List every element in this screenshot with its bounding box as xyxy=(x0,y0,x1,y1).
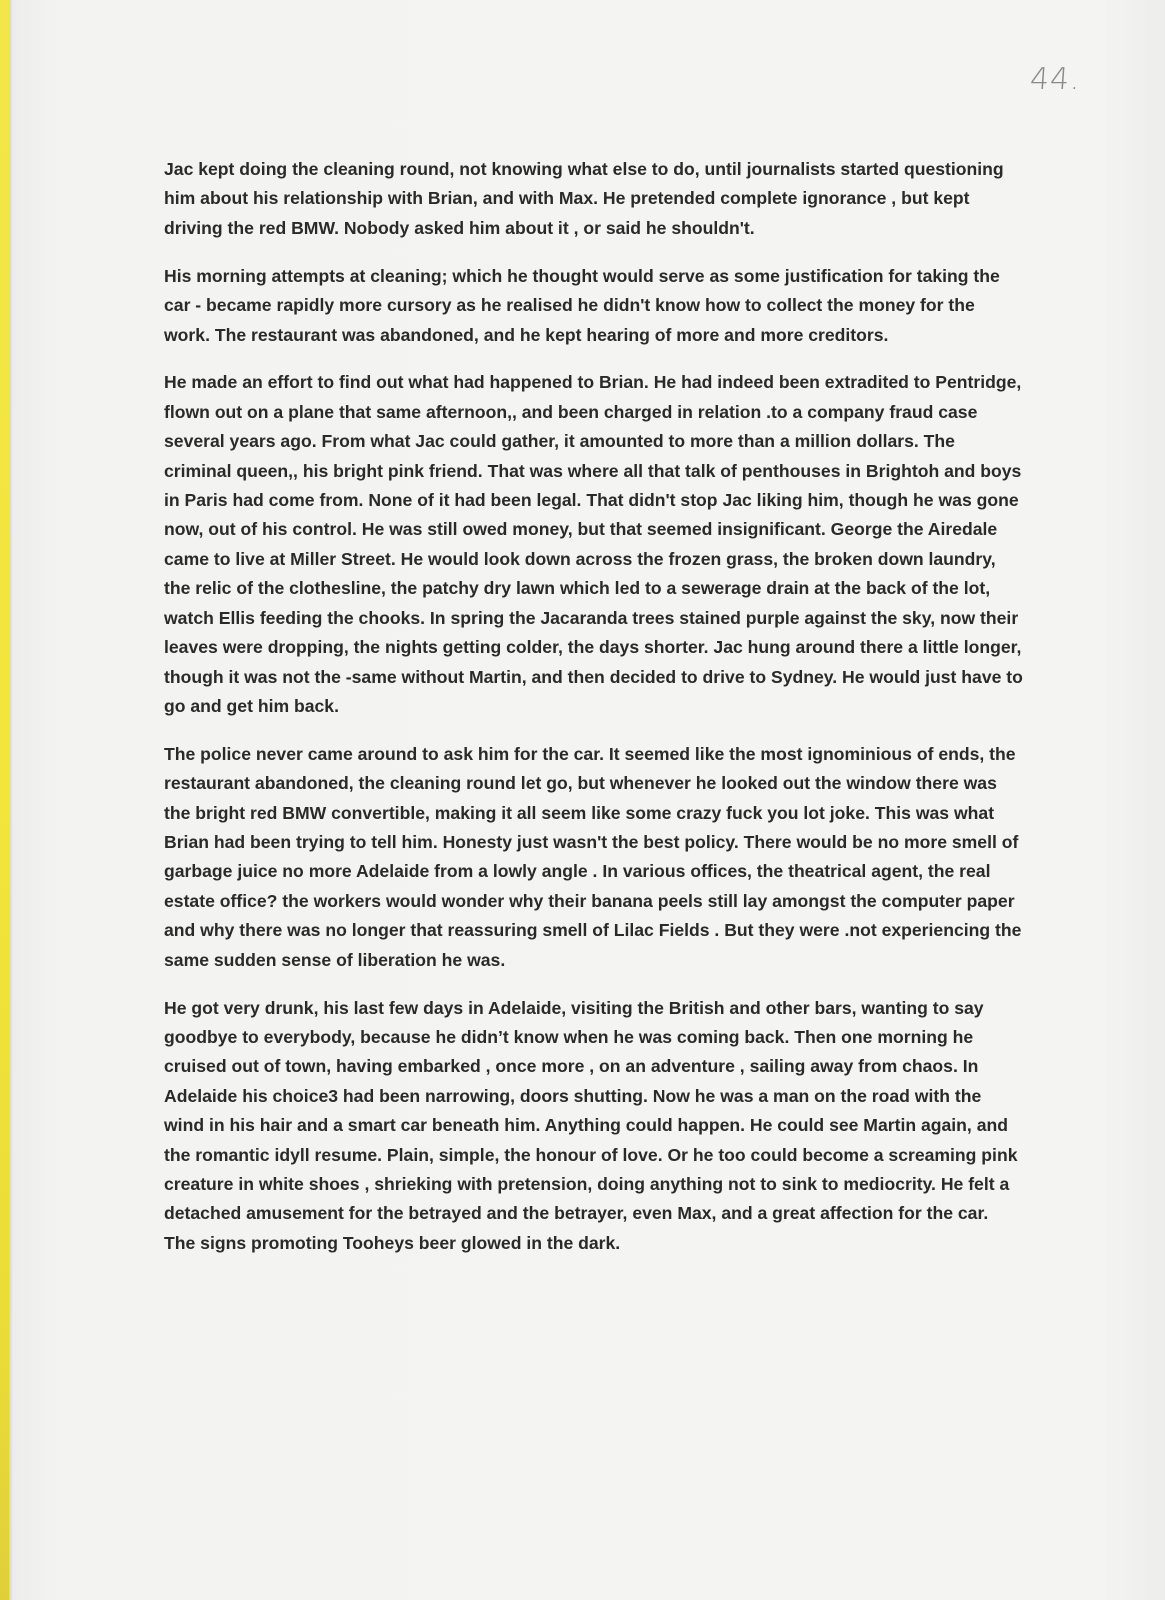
edge-shadow xyxy=(9,0,13,1600)
yellow-page-edge xyxy=(0,0,9,1600)
paragraph-3: He made an effort to find out what had happened to Brian. He had indeed been extradited to Pentridge, flown out on a plane that same afternoon,, and been charged in relation .to a company fraud case several years ago. From what Jac could gather, it amounted to more than a million dollars. The criminal queen,, his bright pink friend. That was where all that talk of penthouses in Brightoh and boys in Paris had come from. None of it had been legal. That didn't stop Jac liking him, though he was gone now, out of his control. He was still owed money, but that seemed insignificant. George the Airedale came to live at Miller Street. He would look down across the frozen grass, the broken down laundry, the relic of the clothesline, the patchy dry lawn which led to a sewerage drain at the back of the lot, watch Ellis feeding the chooks. In spring the Jacaranda trees stained purple against the sky, now their leaves were dropping, the nights getting colder, the days shorter. Jac hung around there a little longer, though it was not the -same without Martin, and then decided to drive to Sydney. He would just have to go and get him back. xyxy=(164,372,1023,716)
handwritten-page-number: 44. xyxy=(1028,62,1082,97)
body-text xyxy=(164,155,1024,1277)
paragraph-2: His morning attempts at cleaning; which he thought would serve as some justification for taking the car - became rapidly more cursory as he realised he didn't know how to collect the money for the work. The restaurant was abandoned, and he kept hearing of more and more creditors. xyxy=(164,265,1000,345)
paragraph-5: He got very drunk, his last few days in Adelaide, visiting the British and other bars, wanting to say goodbye to everybody, because he didn’t know when he was coming back. Then one morning he cruised out of town, having embarked , once more , on an adventure , sailing away from chaos. In Adelaide his choice3 had been narrowing, doors shutting. Now he was a man on the road with the wind in his hair and a smart car beneath him. Anything could happen. He could see Martin again, and the romantic idyll resume. Plain, simple, the honour of love. Or he too could become a screaming pink creature in white shoes , shrieking with pretension, doing anything not to sink to mediocrity. He felt a detached amusement for the betrayed and the betrayer, even Max, and a great affection for the car. The signs promoting Tooheys beer glowed in the dark. xyxy=(164,997,1018,1253)
paragraph-1: Jac kept doing the cleaning round, not knowing what else to do, until journalists started questioning him about his relationship with Brian, and with Max. He pretended complete ignorance , but kept driving the red BMW. Nobody asked him about it , or said he shouldn't. xyxy=(164,159,1004,238)
paragraph-4: The police never came around to ask him for the car. It seemed like the most ignominious of ends, the restaurant abandoned, the cleaning round let go, but whenever he looked out the window there was the bright red BMW convertible, making it all seem like some crazy fuck you lot joke. This was what Brian had been trying to tell him. Honesty just wasn't the best policy. There would be no more smell of garbage juice no more Adelaide from a lowly angle . In various offices, the theatrical agent, the real estate office? the workers would wonder why their banana peels still lay amongst the computer paper and why there was no longer that reassuring smell of Lilac Fields . But they were .not experiencing the same sudden sense of liberation he was. xyxy=(164,743,1022,970)
